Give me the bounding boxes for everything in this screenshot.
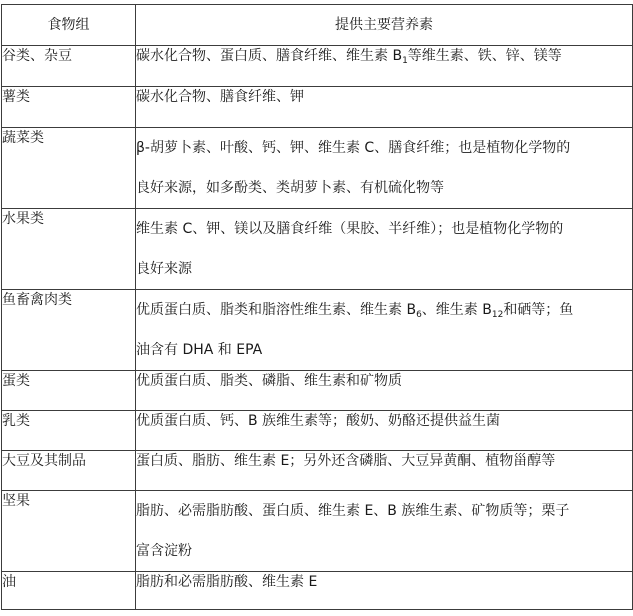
table-row — [2, 46, 633, 87]
table-row — [2, 411, 633, 451]
food-group-cell: 蔬菜类 — [2, 128, 136, 209]
table-row — [2, 209, 633, 290]
table-row — [2, 128, 633, 209]
nutrient-cell: 碳水化合物、膳食纤维、钾 — [136, 87, 633, 128]
nutrient-cell: 优质蛋白质、脂类和脂溶性维生素、维生素 $B_6$、维生素 $B_{12}$和硒等；鱼 油含有 DHA 和 EPA — [136, 290, 633, 371]
nutrient-cell: 碳水化合物、蛋白质、膳食纤维、维生素 $B_1$等维生素、铁、锌、镁等 — [136, 46, 633, 87]
food-group-cell: 坚果 — [2, 491, 136, 572]
food-group-cell: 蛋类 — [2, 371, 136, 411]
header-food-group: 食物组 — [2, 5, 136, 46]
food-group-cell: 薯类 — [2, 87, 136, 128]
food-group-cell: 乳类 — [2, 411, 136, 451]
food-group-cell: 大豆及其制品 — [2, 451, 136, 491]
food-group-cell: 鱼畜禽肉类 — [2, 290, 136, 371]
nutrient-cell: 优质蛋白质、脂类、磷脂、维生素和矿物质 — [136, 371, 633, 411]
nutrient-cell: β-胡萝卜素、叶酸、钙、钾、维生素 C、膳食纤维；也是植物化学物的 良好来源，如多酚类、类胡萝卜素、有机硫化物等 — [136, 128, 633, 209]
food-group-cell: 水果类 — [2, 209, 136, 290]
nutrient-cell: 蛋白质、脂肪、维生素 E；另外还含磷脂、大豆异黄酮、植物甾醇等 — [136, 451, 633, 491]
nutrient-cell: 维生素 C、钾、镁以及膳食纤维（果胶、半纤维）；也是植物化学物的 良好来源 — [136, 209, 633, 290]
nutrient-cell: 脂肪、必需脂肪酸、蛋白质、维生素 E、B 族维生素、矿物质等；栗子 富含淀粉 — [136, 491, 633, 572]
food-group-cell: 油 — [2, 572, 136, 610]
table-row — [2, 572, 633, 610]
table-row — [2, 290, 633, 371]
table-header-row — [2, 5, 633, 46]
header-nutrients: 提供主要营养素 — [136, 5, 633, 46]
table-row — [2, 451, 633, 491]
nutrient-cell: 脂肪和必需脂肪酸、维生素 E — [136, 572, 633, 610]
table-row — [2, 371, 633, 411]
nutrient-cell: 优质蛋白质、钙、B 族维生素等；酸奶、奶酪还提供益生菌 — [136, 411, 633, 451]
table-row — [2, 491, 633, 572]
table-row — [2, 87, 633, 128]
food-group-cell: 谷类、杂豆 — [2, 46, 136, 87]
nutrient-table — [1, 4, 633, 610]
